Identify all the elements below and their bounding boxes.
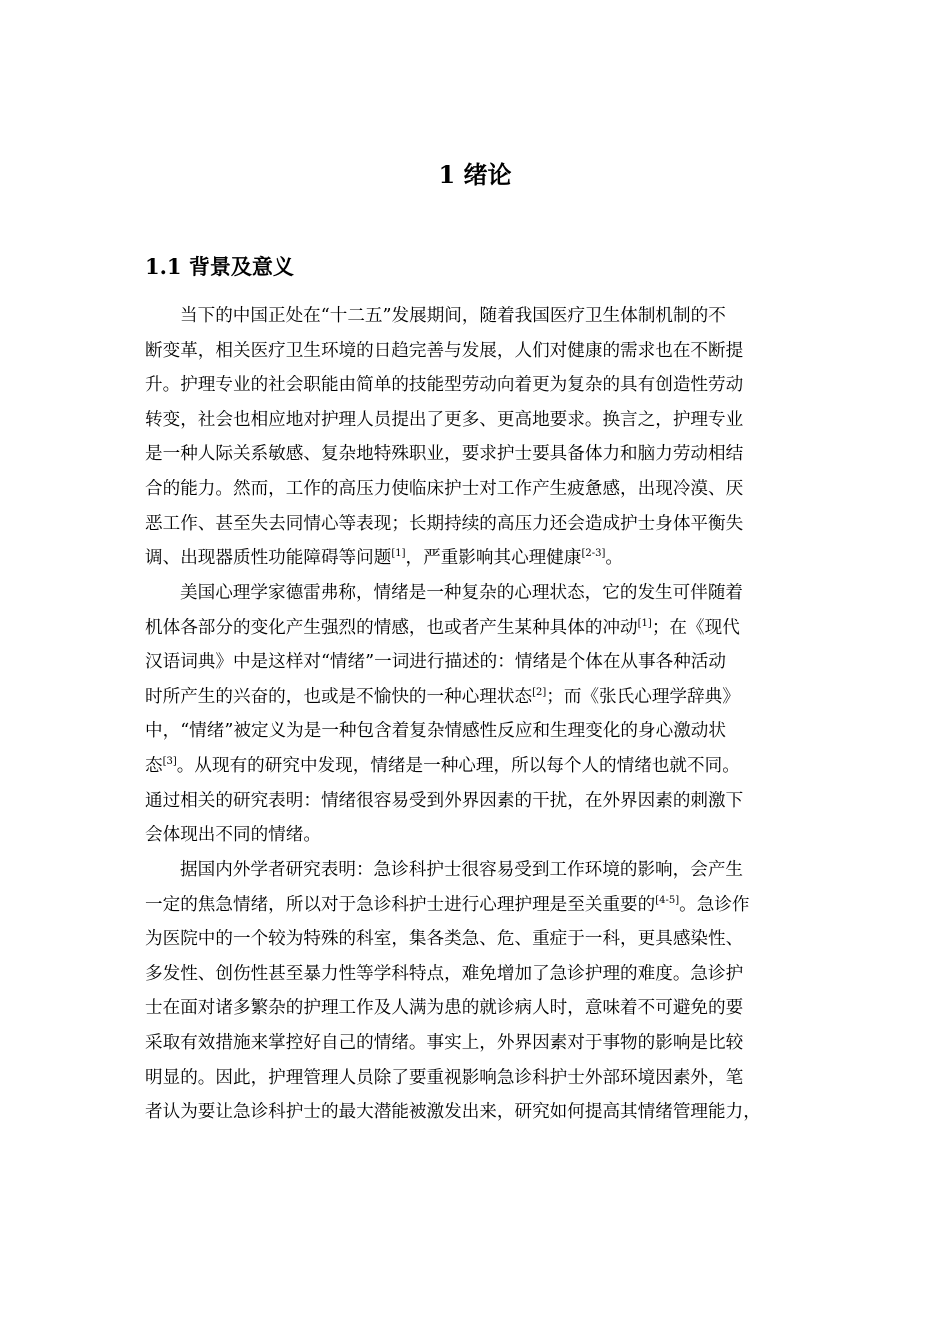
citation-marker: [4-5] bbox=[655, 894, 680, 906]
text-run: 采取有效措施来掌控好自己的情绪。事实上，外界因素对于事物的影响是比较 bbox=[145, 1032, 744, 1053]
citation-marker: [1] bbox=[637, 617, 652, 629]
citation-marker: [2-3] bbox=[581, 548, 606, 560]
text-run: 多发性、创伤性甚至暴力性等学科特点，难免增加了急诊护理的难度。急诊护 bbox=[145, 963, 744, 984]
text-run: 合的能力。然而，工作的高压力使临床护士对工作产生疲惫感，出现冷漠、厌 bbox=[145, 478, 744, 499]
text-line bbox=[145, 472, 817, 507]
text-line bbox=[145, 922, 817, 957]
citation-marker: [1] bbox=[391, 548, 406, 560]
text-run: 是一种人际关系敏感、复杂地特殊职业，要求护士要具备体力和脑力劳动相结 bbox=[145, 444, 744, 465]
text-line bbox=[145, 368, 817, 403]
text-line bbox=[145, 957, 817, 992]
text-line bbox=[145, 437, 817, 472]
text-run: 据国内外学者研究表明：急诊科护士很容易受到工作环境的影响，会产生 bbox=[180, 860, 744, 880]
text-run: 者认为要让急诊科护士的最大潜能被激发出来，研究如何提高其情绪管理能力， bbox=[145, 1102, 761, 1123]
text-run: 机体各部分的变化产生强烈的情感，也或者产生某种具体的冲动 bbox=[145, 617, 638, 638]
text-line bbox=[145, 334, 817, 369]
text-run: 当下的中国正处在“十二五”发展期间，随着我国医疗卫生体制机制的不 bbox=[180, 306, 726, 326]
text-line bbox=[145, 888, 817, 923]
text-run: 断变革，相关医疗卫生环境的日趋完善与发展，人们对健康的需求也在不断提 bbox=[145, 340, 744, 361]
text-run: 为医院中的一个较为特殊的科室，集各类急、危、重症于一科，更具感染性、 bbox=[145, 929, 744, 950]
text-line bbox=[145, 403, 817, 438]
text-run: 调、出现器质性功能障碍等问题 bbox=[145, 548, 392, 569]
text-line bbox=[145, 299, 817, 334]
text-line bbox=[145, 680, 817, 715]
text-run: 明显的。因此，护理管理人员除了要重视影响急诊科护士外部环境因素外，笔 bbox=[145, 1067, 744, 1088]
text-run: 转变，社会也相应地对护理人员提出了更多、更高地要求。换言之，护理专业 bbox=[145, 409, 744, 430]
text-run: 。从现有的研究中发现，情绪是一种心理，所以每个人的情绪也就不同。 bbox=[176, 755, 740, 776]
text-line bbox=[145, 784, 817, 819]
text-line bbox=[145, 749, 817, 784]
text-line bbox=[145, 1026, 817, 1061]
text-line bbox=[145, 507, 817, 542]
text-line bbox=[145, 1095, 817, 1130]
text-run: 时所产生的兴奋的，也或是不愉快的一种心理状态 bbox=[145, 686, 533, 707]
citation-marker: [2] bbox=[532, 686, 547, 698]
text-line bbox=[145, 645, 817, 680]
text-run: 会体现出不同的情绪。 bbox=[145, 825, 321, 846]
citation-marker: [3] bbox=[162, 756, 177, 768]
text-run: ；在《现代 bbox=[651, 617, 740, 638]
text-run: 通过相关的研究表明：情绪很容易受到外界因素的干扰，在外界因素的刺激下 bbox=[145, 790, 744, 811]
paragraph-background bbox=[145, 299, 817, 576]
text-run: 汉语词典》中是这样对“情绪”一词进行描述的：情绪是个体在从事各种活动 bbox=[145, 652, 726, 673]
text-run: 士在面对诸多繁杂的护理工作及人满为患的就诊病人时，意味着不可避免的要 bbox=[145, 998, 744, 1019]
text-line bbox=[145, 818, 817, 853]
text-line bbox=[145, 853, 817, 888]
paragraph-emotion-definition bbox=[145, 576, 817, 853]
text-run: 态 bbox=[145, 755, 163, 776]
text-line bbox=[145, 576, 817, 611]
paragraph-emergency-nursing bbox=[145, 853, 817, 1130]
text-run: 升。护理专业的社会职能由简单的技能型劳动向着更为复杂的具有创造性劳动 bbox=[145, 375, 744, 396]
text-run: 美国心理学家德雷弗称，情绪是一种复杂的心理状态，它的发生可伴随着 bbox=[180, 583, 744, 603]
text-run: 。 bbox=[605, 548, 623, 569]
text-line bbox=[145, 991, 817, 1026]
text-line bbox=[145, 1061, 817, 1096]
text-run: 中，“情绪”被定义为是一种包含着复杂情感性反应和生理变化的身心激动状 bbox=[145, 721, 726, 742]
text-run: ；而《张氏心理学辞典》 bbox=[546, 686, 740, 707]
text-line bbox=[145, 541, 817, 576]
text-line bbox=[145, 611, 817, 646]
text-line bbox=[145, 714, 817, 749]
text-run: ，严重影响其心理健康 bbox=[405, 548, 582, 569]
section-heading: 1.1 背景及意义 bbox=[145, 254, 294, 279]
text-run: 恶工作、甚至失去同情心等表现；长期持续的高压力还会造成护士身体平衡失 bbox=[145, 513, 744, 534]
text-run: 。急诊作 bbox=[679, 894, 750, 915]
text-run: 一定的焦急情绪，所以对于急诊科护士进行心理护理是至关重要的 bbox=[145, 894, 656, 915]
chapter-title: 1 绪论 bbox=[438, 160, 512, 189]
